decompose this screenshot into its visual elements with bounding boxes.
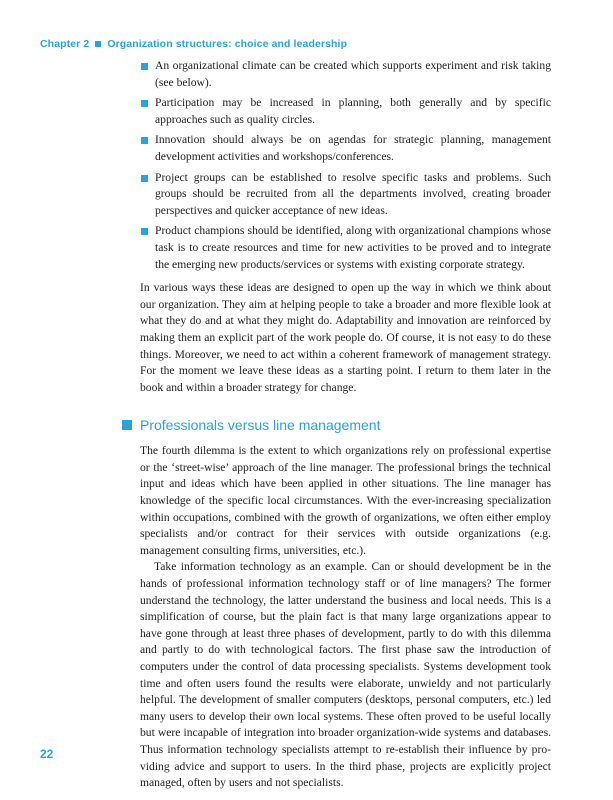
intro-paragraph: In various ways these ideas are designed to open up the way in which we think about our organization. They aim at helping people to take a broader and more flexible look at what they do and at what they might do. Adaptability and innovation are reinforced by making them an explicit part of the work people do. Of course, it is not easy to do these things. Moreover, we need to act within a coherent framework of management strategy. For the moment we leave these ideas as a starting point. I return to them later in the book and within a broader strategy for change. [140, 281, 551, 394]
square-bullet-icon [141, 100, 148, 107]
section-heading [140, 416, 551, 434]
square-bullet-icon [141, 175, 148, 182]
list-item-text: Participation may be increased in planning, both generally and by specific approaches such as quality circles. [155, 96, 551, 126]
chapter-label: Chapter 2 [40, 38, 90, 50]
list-item [140, 58, 551, 91]
square-bullet-icon [141, 228, 148, 235]
running-head [40, 38, 347, 50]
page-body [140, 58, 551, 792]
section-paragraph: The fourth dilemma is the extent to which organizations rely on professional expertise or the ‘street-wise’ approach of the line manager. The professional brings the technical input and ideas which have been applied in other situations. The line manager has knowledge of the specific local circumstances. With the ever-increasing specialization within occupations, combined with the growth of organizations, we often either employ specialists and/or contract for their services with outside organizations (e.g. management consulting firms, universities, etc.). [140, 444, 551, 557]
list-item [140, 223, 551, 273]
page-number: 22 [40, 747, 54, 761]
list-item [140, 132, 551, 165]
list-item-text: Project groups can be established to resolve specific tasks and problems. Such groups should be recruited from all the departments involved, creating broader perspectives and quicker acceptance of new ideas. [155, 170, 551, 217]
bullet-list [140, 58, 551, 273]
square-bullet-icon [141, 63, 148, 70]
list-item-text: Product champions should be identified, along with organizational champions whose task is to create resources and time for new activities to be proved and to integrate the emerging new products/services or systems with existing corporate strategy. [155, 224, 551, 271]
list-item [140, 95, 551, 128]
list-item-text: Innovation should always be on agendas for strategic planning, management development activities and workshops/conferences. [155, 133, 551, 163]
section-paragraph: Take information technology as an example. Can or should development be in the hands of professional information technology staff or of line managers? The former understand the technology, the latter understand the business and local needs. This is a simplification of course, but the plain fact is that many large organizations appear to have gone through at least three phases of development, partly to do with this dilemma and partly to do with technological factors. The first phase saw the introduction of computers under the control of data processing specialists. Systems development took time and often users found the results were elaborate, unwieldy and not particularly helpful. The development of smaller computers (desktops, personal computers, etc.) led many users to develop their own local systems. These often proved to be useful locally but were incapable of integration into broader organization-wide systems and databases. Thus information technology specialists attempt to re-establish their influence by providing advice and support to users. In the third phase, projects are explicitly project managed, often by users and not specialists. [140, 560, 551, 790]
square-bullet-icon [95, 41, 101, 47]
square-bullet-icon [141, 137, 148, 144]
list-item [140, 170, 551, 220]
chapter-title: Organization structures: choice and leadership [107, 38, 348, 50]
list-item-text: An organizational climate can be created which supports experiment and risk taking (see below). [155, 59, 551, 89]
square-bullet-icon [122, 420, 132, 430]
section-heading-text: Professionals versus line management [140, 417, 381, 434]
